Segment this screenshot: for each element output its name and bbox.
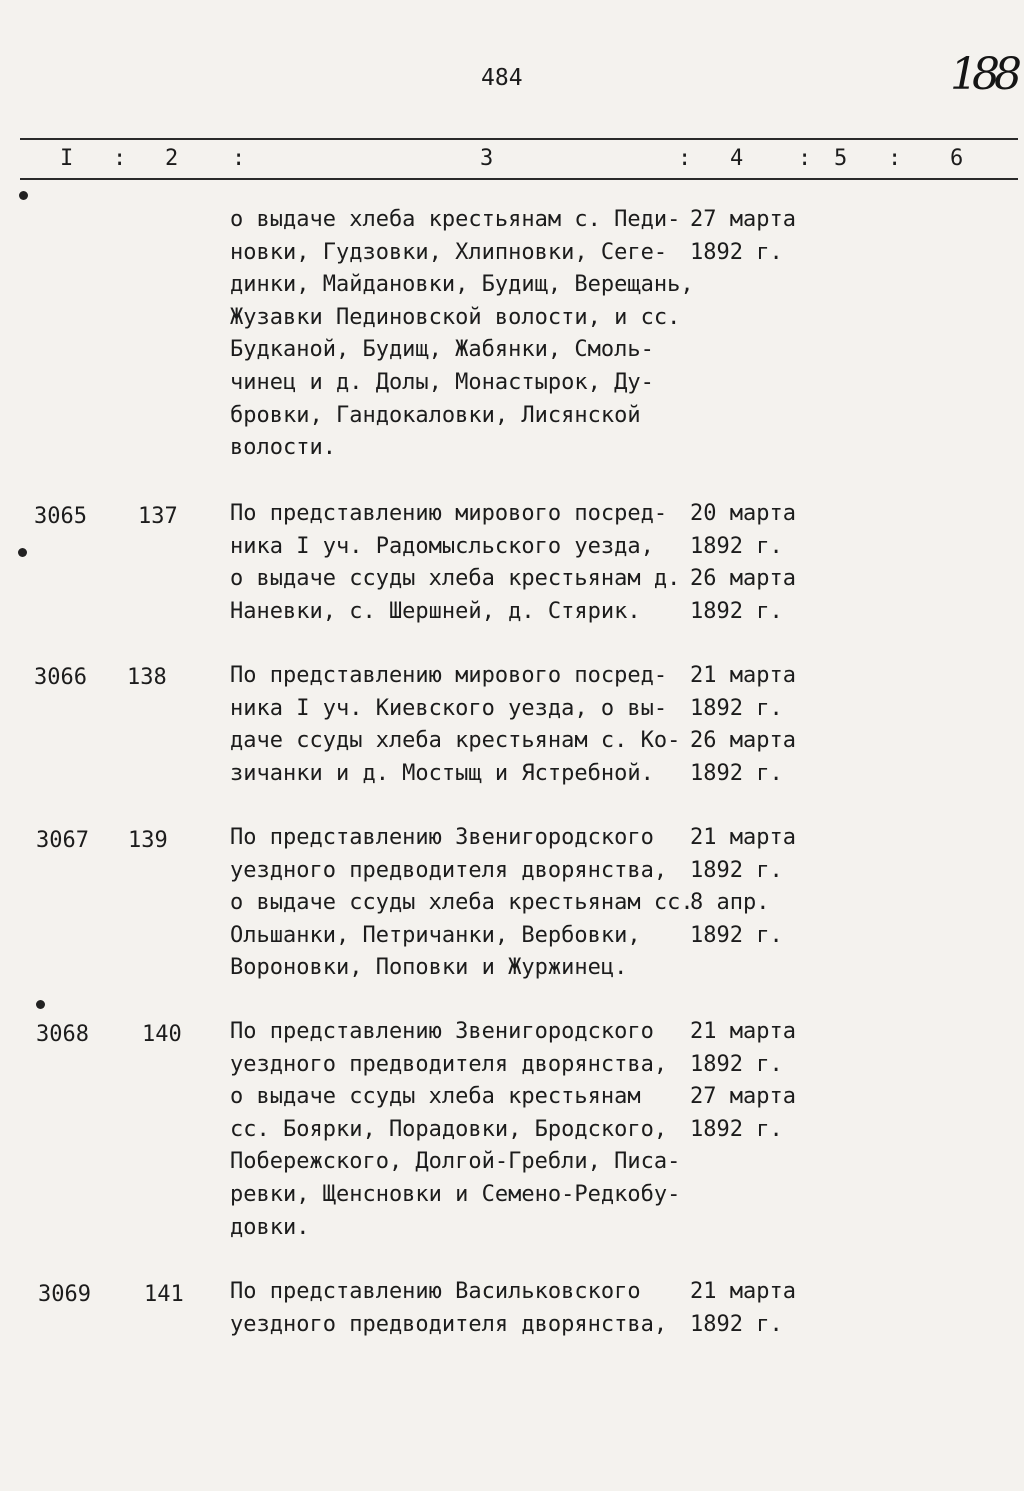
col-separator: : — [798, 146, 812, 171]
page-number: 484 — [481, 65, 523, 91]
text-line: о выдаче ссуды хлеба крестьянам сс. — [230, 890, 694, 916]
text-line: зичанки и д. Мостыщ и Ястребной. — [230, 760, 654, 786]
date-line: 21 марта — [690, 1279, 796, 1304]
col-header-6: 6 — [950, 146, 964, 171]
file-number: 3067 — [36, 828, 89, 853]
text-line: уездного предводителя дворянства, — [230, 857, 668, 883]
date-line: 1892 г. — [690, 598, 783, 624]
text-line: По представлению Васильковского — [230, 1279, 641, 1304]
date-line: 1892 г. — [690, 922, 783, 948]
text-line: По представлению мирового посред- — [230, 663, 668, 688]
entry-dates — [690, 1276, 840, 1341]
file-number: 3065 — [34, 504, 87, 529]
text-line: о выдаче хлеба крестьянам с. Педи- — [230, 207, 681, 232]
item-number: 138 — [127, 665, 167, 690]
date-line: 1892 г. — [690, 857, 783, 883]
entry-dates — [690, 498, 840, 628]
text-line: сс. Боярки, Порадовки, Бродского, — [230, 1116, 668, 1142]
item-number: 137 — [138, 504, 178, 529]
date-line: 21 марта — [690, 663, 796, 688]
col-separator: : — [678, 146, 692, 171]
item-number: 141 — [144, 1282, 184, 1307]
entry-description — [230, 1016, 692, 1244]
file-number: 3066 — [34, 665, 87, 690]
entry-dates — [690, 1016, 840, 1146]
text-line: По представлению мирового посред- — [230, 501, 668, 526]
item-number: 139 — [128, 828, 168, 853]
date-line: 1892 г. — [690, 760, 783, 786]
text-line: ника I уч. Радомысльского уезда, — [230, 533, 654, 559]
text-line: бровки, Гандокаловки, Лисянской — [230, 402, 641, 428]
handwritten-folio-number: 188 — [950, 49, 1016, 100]
date-line: 1892 г. — [690, 533, 783, 559]
file-number: 3069 — [38, 1282, 91, 1307]
date-line: 27 марта — [690, 207, 796, 232]
col-header-3: 3 — [480, 146, 494, 171]
header-bottom-rule — [20, 178, 1018, 180]
text-line: о выдаче ссуды хлеба крестьянам — [230, 1084, 641, 1110]
text-line: волости. — [230, 435, 336, 461]
text-line: Будканой, Будищ, Жабянки, Смоль- — [230, 337, 654, 363]
text-line: уездного предводителя дворянства, — [230, 1051, 668, 1077]
entry-description — [230, 822, 692, 985]
text-line: ника I уч. Киевского уезда, о вы- — [230, 695, 668, 721]
date-line: 26 марта — [690, 728, 796, 754]
text-line: По представлению Звенигородского — [230, 825, 654, 850]
date-line: 26 марта — [690, 566, 796, 592]
entry-dates — [690, 204, 840, 269]
col-header-4: 4 — [730, 146, 744, 171]
text-line: Жузавки Пединовской волости, и сс. — [230, 304, 681, 330]
col-separator: : — [113, 146, 127, 171]
col-separator: : — [232, 146, 246, 171]
file-number: 3068 — [36, 1022, 89, 1047]
text-line: Наневки, с. Шершней, д. Стярик. — [230, 598, 641, 624]
top-rule — [20, 138, 1018, 140]
col-header-5: 5 — [834, 146, 848, 171]
item-number: 140 — [142, 1022, 182, 1047]
col-header-2: 2 — [165, 146, 179, 171]
date-line: 1892 г. — [690, 695, 783, 721]
entry-dates — [690, 660, 840, 790]
text-line: о выдаче ссуды хлеба крестьянам д. — [230, 566, 681, 592]
text-line: динки, Майдановки, Будищ, Верещань, — [230, 272, 694, 298]
text-line: ревки, Щенсновки и Семено-Редкобу- — [230, 1181, 681, 1207]
binding-hole-mark — [19, 191, 28, 200]
text-line: По представлению Звенигородского — [230, 1019, 654, 1044]
date-line: 1892 г. — [690, 1051, 783, 1077]
date-line: 21 марта — [690, 1019, 796, 1044]
text-line: новки, Гудзовки, Хлипновки, Сеге- — [230, 239, 668, 265]
date-line: 1892 г. — [690, 1116, 783, 1142]
date-line: 8 апр. — [690, 890, 770, 916]
entry-description — [230, 204, 692, 465]
text-line: чинец и д. Долы, Монастырок, Ду- — [230, 369, 654, 395]
entry-dates — [690, 822, 840, 952]
entry-description — [230, 660, 692, 790]
text-line: Побережского, Долгой-Гребли, Писа- — [230, 1149, 681, 1175]
date-line: 1892 г. — [690, 239, 783, 265]
col-header-1: I — [60, 146, 74, 171]
date-line: 27 марта — [690, 1084, 796, 1110]
date-line: 1892 г. — [690, 1311, 783, 1337]
entry-description — [230, 498, 692, 628]
text-line: Ольшанки, Петричанки, Вербовки, — [230, 922, 641, 948]
col-separator: : — [888, 146, 902, 171]
text-line: Вороновки, Поповки и Журжинец. — [230, 955, 628, 981]
date-line: 20 марта — [690, 501, 796, 526]
entry-description — [230, 1276, 692, 1341]
date-line: 21 марта — [690, 825, 796, 850]
text-line: уездного предводителя дворянства, — [230, 1311, 668, 1337]
text-line: даче ссуды хлеба крестьянам с. Ко- — [230, 728, 681, 754]
text-line: довки. — [230, 1214, 310, 1240]
binding-hole-mark — [18, 548, 27, 557]
binding-hole-mark — [36, 1000, 45, 1009]
